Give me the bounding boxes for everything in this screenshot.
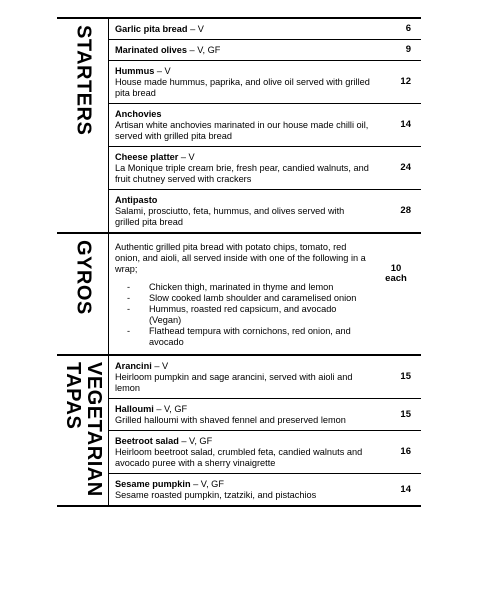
vegetarian-label-column [57,356,109,505]
gyros-price-unit: each [385,273,407,284]
list-dash: - [127,304,131,314]
menu-item-name: Beetroot salad [115,436,179,446]
gyros-price-amount: 10 [390,263,402,274]
menu-item-description: Sesame roasted pumpkin, tzatziki, and pistachios [115,490,317,500]
list-dash: - [127,293,131,303]
starters-label-column [57,19,109,232]
menu-item [109,474,421,505]
menu-item-price: 6 [405,23,411,34]
menu-item-tags: – V [154,66,171,76]
menu-item-price: 15 [400,408,411,420]
menu-item-tags: – V [187,24,204,34]
menu-item-price: 24 [400,162,411,173]
gyros-section [57,232,421,354]
menu-item [109,399,421,431]
menu-item [109,40,421,61]
gyros-option [115,282,371,293]
menu-item-tags: – V, GF [153,404,188,414]
menu-item-description: Artisan white anchovies marinated in our house made chilli oil, served with grilled pita bread [115,120,369,141]
menu-item [109,104,421,147]
menu-item-price: 15 [400,371,411,382]
menu-item [109,147,421,190]
menu-item-description: Grilled halloumi with shaved fennel and preserved lemon [115,415,346,425]
starters-heading: STARTERS [72,25,94,136]
gyros-options-list [115,282,371,348]
menu-item-description: La Monique triple cream brie, fresh pear, candied walnuts, and fruit chutney served with crackers [115,163,369,184]
starters-section [57,17,421,232]
menu-item [109,190,421,232]
gyros-option [115,304,371,326]
gyros-body [109,234,421,354]
menu-item-description: House made hummus, paprika, and olive oil served with grilled pita bread [115,77,370,98]
menu-item-price: 16 [400,446,411,457]
menu-item [109,431,421,474]
menu-item-tags: – V [178,152,195,162]
menu-item [109,61,421,104]
gyros-option-text: Slow cooked lamb shoulder and caramelised onion [149,293,357,303]
gyros-option-text: Flathead tempura with cornichons, red onion, and avocado [149,326,351,347]
menu-item-tags: – V [151,361,169,371]
menu-item-price: 9 [405,44,411,55]
menu [57,17,421,507]
menu-item-name: Sesame pumpkin [115,479,191,489]
gyros-option [115,326,371,348]
gyros-option [115,293,371,304]
vegetarian-items [109,356,421,505]
menu-item-name: Halloumi [115,404,154,414]
menu-item-name: Marinated olives [115,45,187,55]
gyros-price [381,264,411,284]
gyros-intro: Authentic grilled pita bread with potato chips, tomato, red onion, and aioli, all served inside with one of the following in a wrap; [115,242,366,274]
list-dash: - [127,282,131,292]
menu-item-name: Cheese platter [115,152,179,162]
menu-item-name: Anchovies [115,109,162,119]
menu-item-description: Salami, prosciutto, feta, hummus, and olives served with grilled pita bread [115,206,345,227]
vegetarian-heading [62,362,104,497]
menu-item [109,356,421,399]
menu-item-price: 28 [400,205,411,216]
menu-item [109,19,421,40]
menu-item-tags: – V, GF [190,479,224,489]
list-dash: - [127,326,131,336]
vegetarian-heading-line2: TAPAS [61,362,84,430]
gyros-option-text: Hummus, roasted red capsicum, and avocado (Vegan) [149,304,337,325]
menu-item-description: Heirloom beetroot salad, crumbled feta, candied walnuts and avocado puree with a sherry vinaigrette [115,447,363,468]
menu-item-tags: – V, GF [178,436,213,446]
starters-items [109,19,421,232]
menu-item-price: 14 [400,483,411,495]
menu-item-name: Arancini [115,361,152,371]
menu-item-name: Garlic pita bread [115,24,188,34]
gyros-option-text: Chicken thigh, marinated in thyme and lemon [149,282,334,292]
menu-item-price: 14 [400,119,411,130]
vegetarian-section [57,354,421,507]
vegetarian-heading-line1: VEGETARIAN [82,362,105,497]
menu-item-name: Antipasto [115,195,158,205]
gyros-label-column [57,234,109,354]
menu-item-description: Heirloom pumpkin and sage arancini, served with aioli and lemon [115,372,353,393]
gyros-heading: GYROS [72,240,94,315]
menu-item-tags: – V, GF [187,45,221,55]
menu-item-name: Hummus [115,66,155,76]
gyros-items [109,234,421,354]
menu-item-price: 12 [400,76,411,87]
